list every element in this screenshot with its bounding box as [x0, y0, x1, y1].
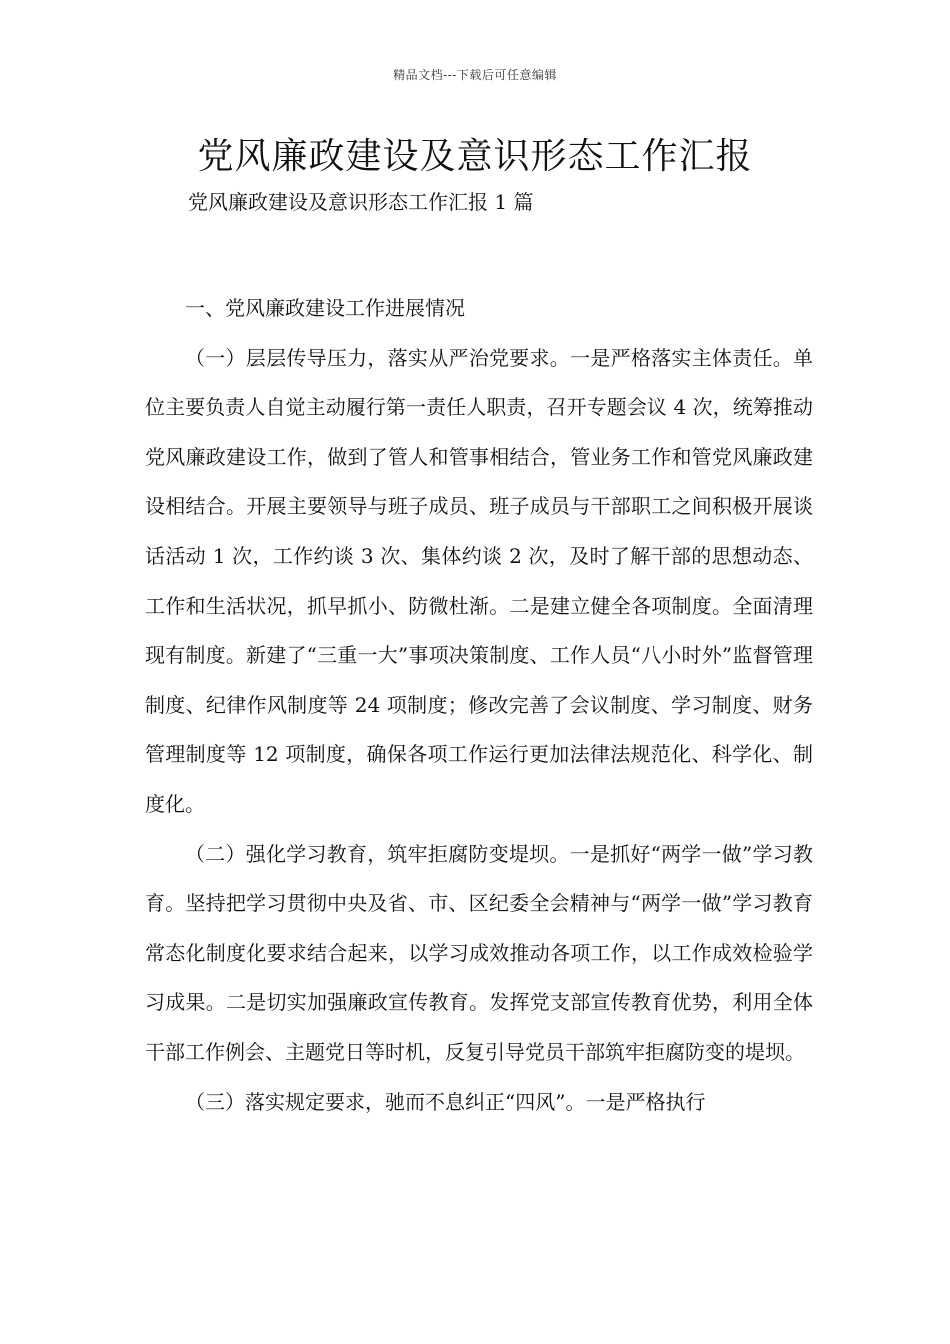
section-heading: 一、党风廉政建设工作进展情况 [185, 296, 465, 320]
paragraph-1: （一）层层传导压力，落实从严治党要求。一是严格落实主体责任。单位主要负责人自觉主动履行第一责任人职责，召开专题会议 4 次，统筹推动党风廉政建设工作，做到了管人和管事相结合，管业务工作和管党风廉政建设相结合。开展主要领导与班子成员、班子成员与干部职工之间积极开展谈话活动 1 次，工作约谈 3 次、集体约谈 2 次，及时了解干部的思想动态、工作和生活状况，抓早抓小、防微杜渐。二是建立健全各项制度。全面清理现有制度。新建了“三重一大”事项决策制度、工作人员“八小时外”监督管理制度、纪律作风制度等 24 项制度；修改完善了会议制度、学习制度、财务管理制度等 12 项制度，确保各项工作运行更加法律法规范化、科学化、制度化。 [145, 345, 813, 816]
paragraph-3: （三）落实规定要求，驰而不息纠正“四风”。一是严格执行 [185, 1089, 706, 1114]
document-title: 党风廉政建设及意识形态工作汇报 [197, 136, 753, 177]
paragraph-2: （二）强化学习教育，筑牢拒腐防变堤坝。一是抓好“两学一做”学习教育。坚持把学习贯彻中央及省、市、区纪委全会精神与“两学一做”学习教育常态化制度化要求结合起来，以学习成效推动各项工作，以工作成效检验学习成果。二是切实加强廉政宣传教育。发挥党支部宣传教育优势，利用全体干部工作例会、主题党日等时机，反复引导党员干部筑牢拒腐防变的堤坝。 [145, 841, 813, 1064]
document-subtitle: 党风廉政建设及意识形态工作汇报 1 篇 [188, 190, 534, 214]
document-body [145, 284, 813, 1127]
header-note: 精品文档---下载后可任意编辑 [393, 68, 557, 82]
